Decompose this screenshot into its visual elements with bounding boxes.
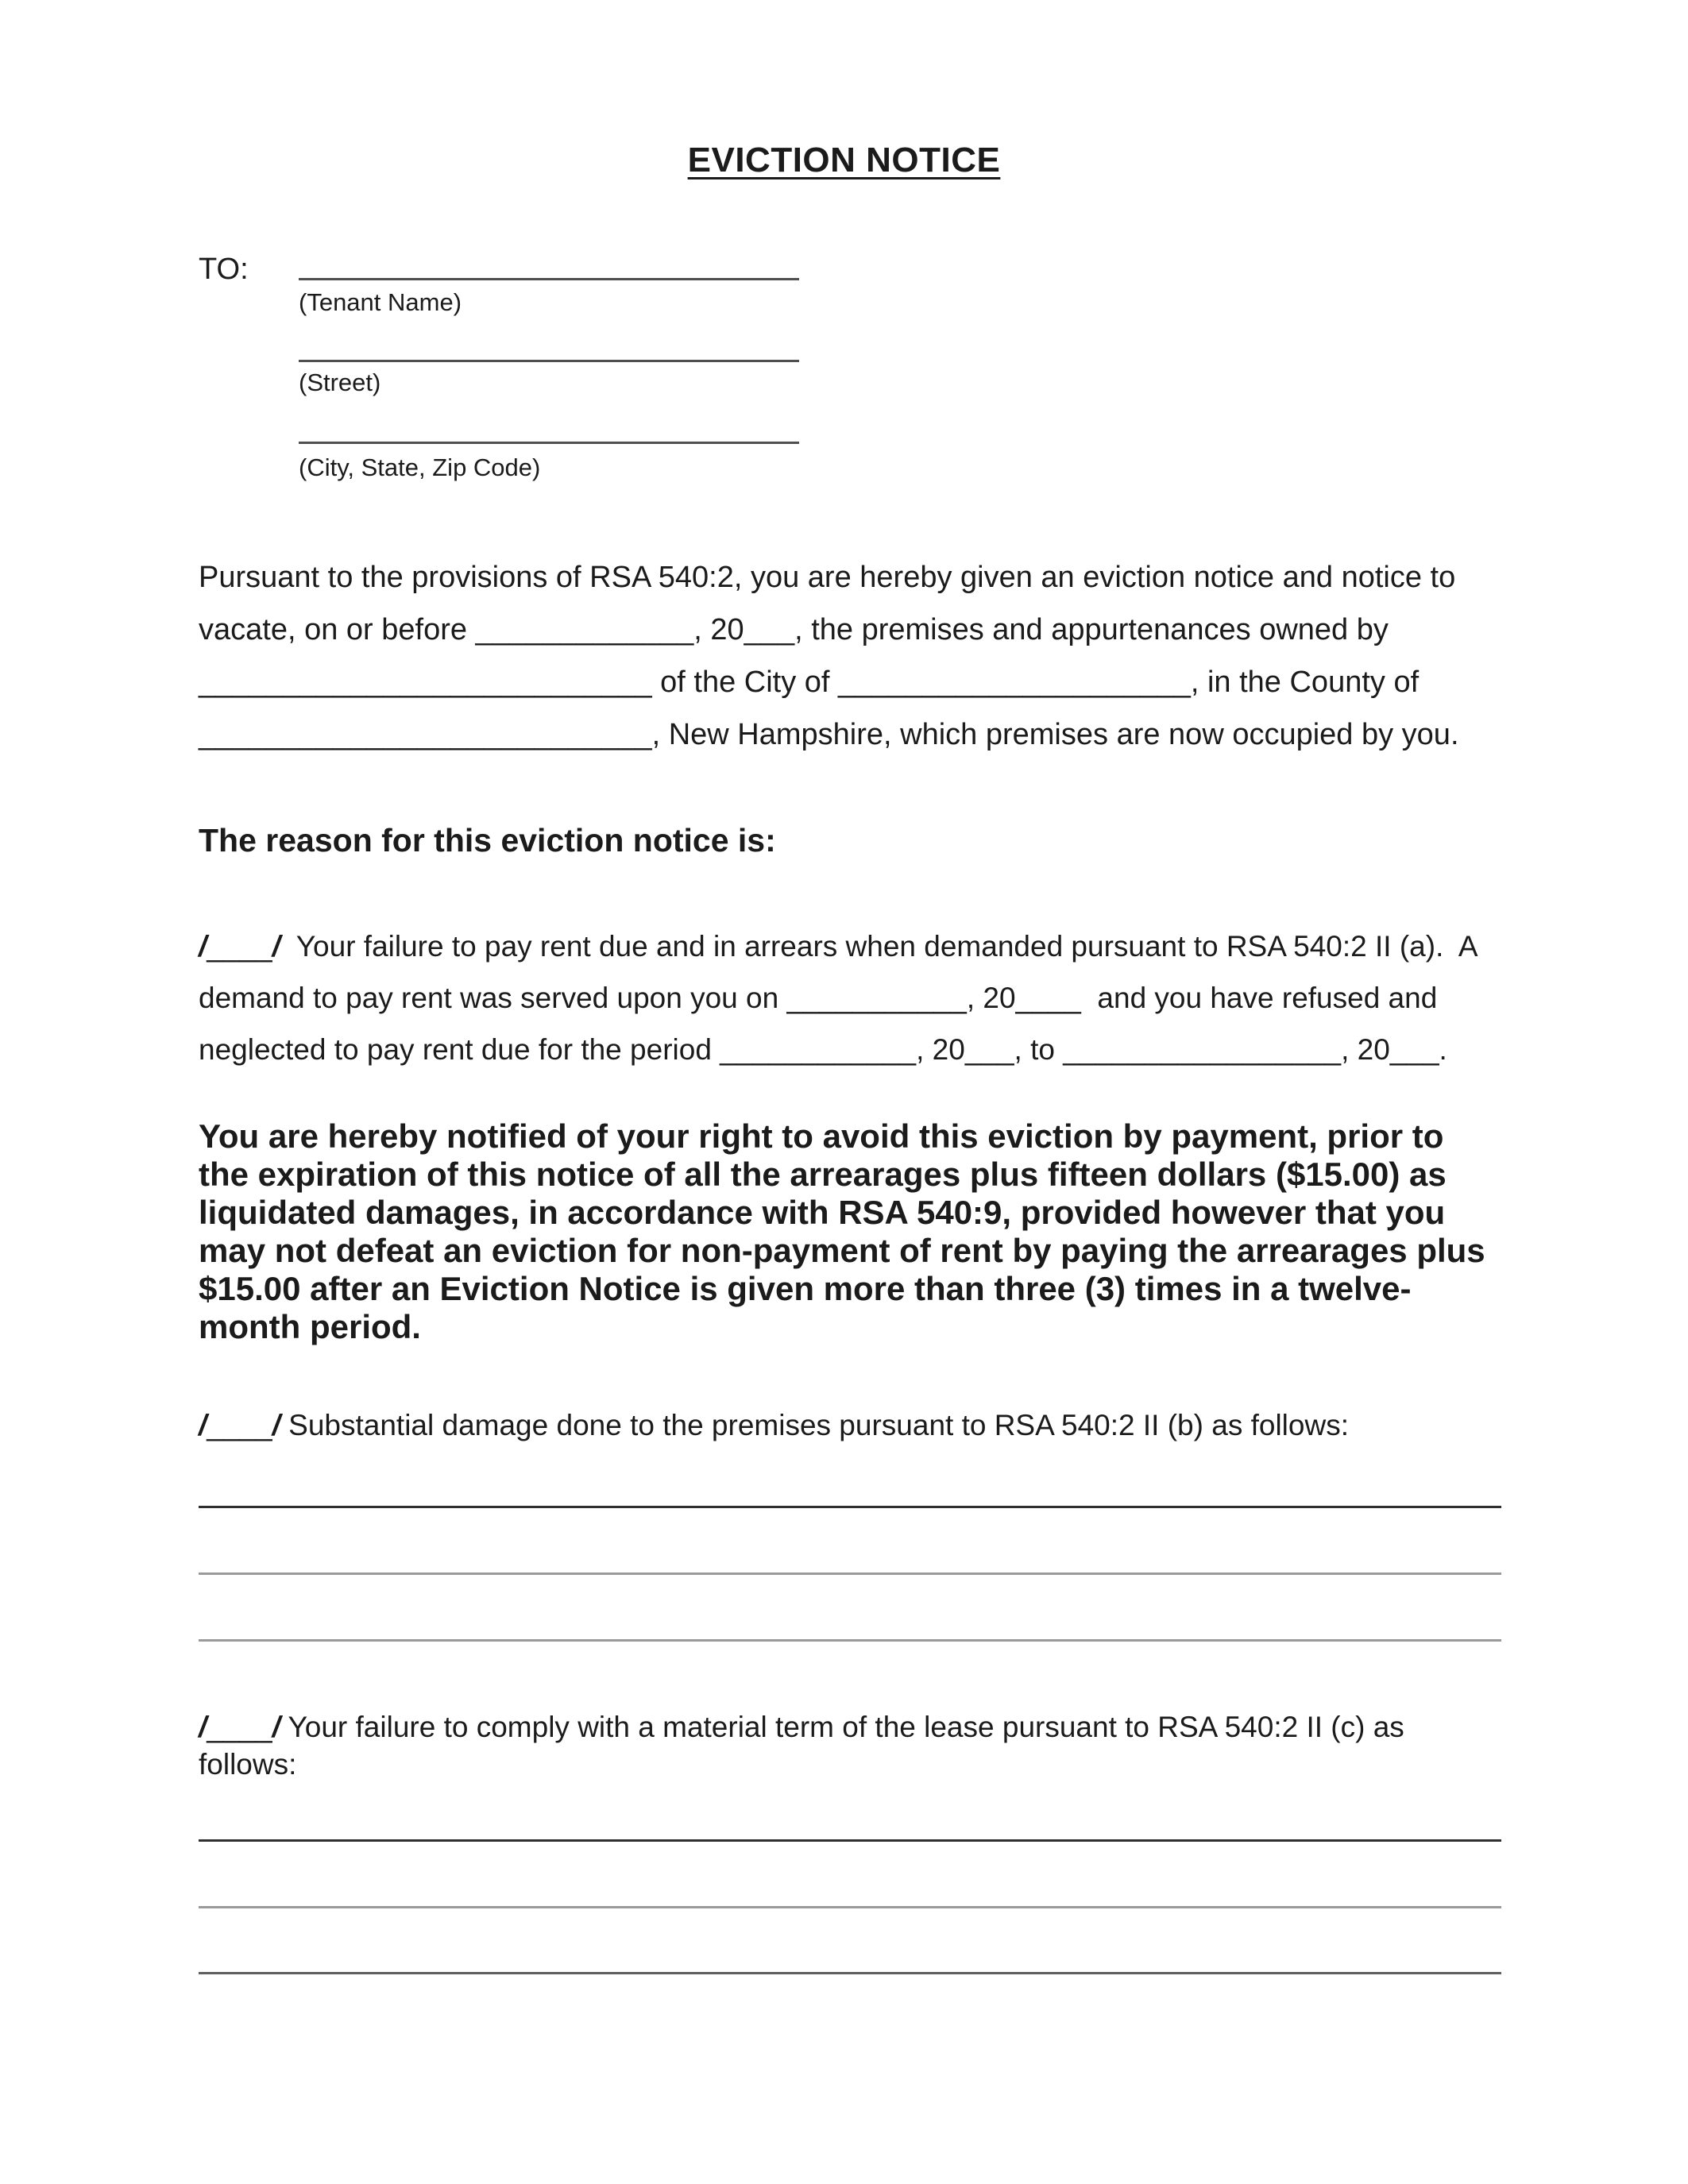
street-caption: (Street) [299, 369, 381, 396]
checkbox-close-slash[interactable]: / [272, 1409, 280, 1441]
page-title [0, 140, 1688, 181]
write-in-line[interactable] [199, 1972, 1501, 1974]
reason-item-damage-line-1 [199, 1407, 1349, 1444]
write-in-line[interactable] [199, 1506, 1501, 1508]
payment-notice-line-5: $15.00 after an Eviction Notice is given more than three (3) times in a twelve- [199, 1270, 1412, 1307]
intro-line-2: vacate, on or before _____________, 20___, the premises and appurtenances owned by [199, 613, 1389, 646]
payment-notice-line-6: month period. [199, 1308, 421, 1345]
city-state-zip-caption: (City, State, Zip Code) [299, 453, 541, 481]
checkbox-blank[interactable]: ____ [207, 930, 272, 963]
city-state-zip-line[interactable] [299, 442, 799, 444]
reason-item-damage-text: Substantial damage done to the premises pursuant to RSA 540:2 II (b) as follows: [280, 1409, 1349, 1441]
reason-item-lease-violation [199, 1708, 1404, 1783]
payment-notice-line-3: liquidated damages, in accordance with RSA 540:9, provided however that you [199, 1194, 1446, 1231]
write-in-line[interactable] [199, 1839, 1501, 1842]
checkbox-blank[interactable]: ____ [207, 1711, 272, 1743]
page-title-text: EVICTION NOTICE [687, 141, 1001, 179]
to-label: TO: [199, 253, 249, 286]
checkbox-open-slash[interactable]: / [199, 1409, 207, 1441]
checkbox-open-slash[interactable]: / [199, 1711, 207, 1743]
checkbox-close-slash[interactable]: / [272, 930, 280, 963]
payment-notice-line-1: You are hereby notified of your right to avoid this eviction by payment, prior to [199, 1117, 1444, 1155]
reason-item-lease-violation-line-1 [199, 1708, 1404, 1746]
checkbox-open-slash[interactable]: / [199, 930, 207, 963]
reason-item-nonpayment-line-1 [199, 920, 1478, 972]
reason-item-lease-violation-text: Your failure to comply with a material term of the lease pursuant to RSA 540:2 II (c) as [280, 1711, 1404, 1743]
reason-heading: The reason for this eviction notice is: [199, 822, 776, 859]
payment-notice-line-2: the expiration of this notice of all the arrearages plus fifteen dollars ($15.00) as [199, 1156, 1447, 1193]
reason-item-damage [199, 1407, 1349, 1444]
intro-paragraph [199, 551, 1459, 761]
intro-line-4: ___________________________, New Hampshire, which premises are now occupied by you. [199, 718, 1459, 751]
intro-line-3: ___________________________ of the City of _____________________, in the County of [199, 666, 1420, 699]
write-in-line[interactable] [199, 1572, 1501, 1575]
reason-item-nonpayment [199, 920, 1478, 1075]
intro-line-1: Pursuant to the provisions of RSA 540:2, you are hereby given an eviction notice and notice to [199, 561, 1456, 594]
payment-notice-line-4: may not defeat an eviction for non-payment of rent by paying the arrearages plus [199, 1232, 1485, 1269]
reason-item-nonpayment-line-2: demand to pay rent was served upon you on ___________, 20____ and you have refused and [199, 982, 1438, 1014]
reason-item-nonpayment-line-3: neglected to pay rent due for the period ____________, 20___, to _________________, 20___. [199, 1033, 1447, 1066]
reason-item-lease-violation-line-2: follows: [199, 1748, 297, 1781]
checkbox-blank[interactable]: ____ [207, 1409, 272, 1441]
write-in-line[interactable] [199, 1906, 1501, 1908]
payment-rights-notice [199, 1117, 1485, 1346]
tenant-name-caption: (Tenant Name) [299, 288, 462, 316]
reason-item-nonpayment-text: Your failure to pay rent due and in arrears when demanded pursuant to RSA 540:2 II (a). A [280, 930, 1478, 963]
write-in-line[interactable] [199, 1639, 1501, 1642]
street-line[interactable] [299, 360, 799, 362]
checkbox-close-slash[interactable]: / [272, 1711, 280, 1743]
tenant-name-line[interactable] [299, 278, 799, 280]
